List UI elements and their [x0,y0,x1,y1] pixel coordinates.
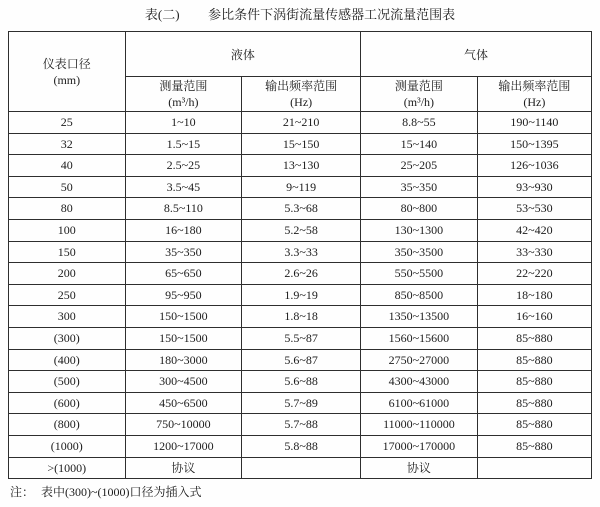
cell-diameter: 200 [9,263,126,285]
cell-liquid-range: 16~180 [125,219,242,241]
cell-gas-frequency: 42~420 [477,219,591,241]
cell-gas-range: 1560~15600 [361,327,478,349]
table-row [9,241,592,263]
cell-liquid-frequency: 3.3~33 [242,241,361,263]
cell-gas-range: 11000~110000 [361,414,478,436]
table-row [9,457,592,479]
cell-gas-range: 35~350 [361,176,478,198]
cell-liquid-range: 750~10000 [125,414,242,436]
cell-liquid-frequency: 9~119 [242,176,361,198]
cell-gas-frequency: 93~930 [477,176,591,198]
cell-gas-range: 350~3500 [361,241,478,263]
cell-gas-frequency: 85~880 [477,435,591,457]
cell-liquid-frequency: 5.8~88 [242,435,361,457]
cell-liquid-range: 180~3000 [125,349,242,371]
cell-diameter: 25 [9,112,126,134]
cell-liquid-range: 150~1500 [125,327,242,349]
cell-liquid-frequency [242,457,361,479]
cell-liquid-range: 95~950 [125,284,242,306]
cell-gas-frequency [477,457,591,479]
cell-diameter: (800) [9,414,126,436]
cell-diameter: 300 [9,306,126,328]
cell-liquid-frequency: 5.5~87 [242,327,361,349]
footnote-label: 注： [10,485,35,500]
cell-gas-frequency: 150~1395 [477,133,591,155]
cell-gas-frequency: 53~530 [477,198,591,220]
cell-gas-range: 15~140 [361,133,478,155]
cell-liquid-range: 150~1500 [125,306,242,328]
header-gas-frequency-label: 输出频率范围 [498,79,571,93]
cell-diameter: (500) [9,371,126,393]
cell-gas-frequency: 85~880 [477,327,591,349]
header-liquid-range [125,77,242,112]
cell-liquid-frequency: 1.9~19 [242,284,361,306]
cell-diameter: (300) [9,327,126,349]
cell-gas-frequency: 18~180 [477,284,591,306]
table-row [9,176,592,198]
cell-diameter: 100 [9,219,126,241]
cell-gas-range: 4300~43000 [361,371,478,393]
cell-gas-range: 2750~27000 [361,349,478,371]
cell-diameter: (1000) [9,435,126,457]
header-meter-diameter-unit: (mm) [53,72,81,87]
cell-liquid-range: 450~6500 [125,392,242,414]
cell-gas-frequency: 16~160 [477,306,591,328]
header-meter-diameter-label: 仪表口径 [42,56,91,71]
cell-diameter: >(1000) [9,457,126,479]
cell-gas-frequency: 85~880 [477,349,591,371]
table-row [9,155,592,177]
table-title [8,4,592,31]
cell-diameter: 150 [9,241,126,263]
cell-gas-range: 17000~170000 [361,435,478,457]
cell-gas-frequency: 190~1140 [477,112,591,134]
cell-gas-range: 550~5500 [361,263,478,285]
cell-liquid-range: 2.5~25 [125,155,242,177]
cell-liquid-frequency: 5.7~88 [242,414,361,436]
cell-diameter: 50 [9,176,126,198]
cell-gas-range: 协议 [361,457,478,479]
table-number: 表(二) [144,7,180,22]
cell-gas-frequency: 126~1036 [477,155,591,177]
cell-gas-frequency: 85~880 [477,414,591,436]
cell-liquid-frequency: 1.8~18 [242,306,361,328]
cell-diameter: 250 [9,284,126,306]
cell-gas-range: 130~1300 [361,219,478,241]
header-gas-range-label: 测量范围 [394,79,443,93]
cell-gas-range: 1350~13500 [361,306,478,328]
cell-liquid-range: 65~650 [125,263,242,285]
cell-liquid-range: 300~4500 [125,371,242,393]
header-gas-frequency-unit: (Hz) [523,95,546,109]
header-liquid-range-label: 测量范围 [159,79,208,93]
cell-liquid-frequency: 13~130 [242,155,361,177]
table-row [9,392,592,414]
header-gas-range-unit: (m³/h) [403,95,435,109]
header-gas-frequency [477,77,591,112]
header-liquid-frequency [242,77,361,112]
header-liquid-frequency-unit: (Hz) [290,95,313,109]
cell-liquid-frequency: 5.6~87 [242,349,361,371]
cell-gas-range: 8.8~55 [361,112,478,134]
table-row [9,371,592,393]
table-row [9,112,592,134]
cell-gas-frequency: 85~880 [477,371,591,393]
cell-liquid-frequency: 15~150 [242,133,361,155]
cell-liquid-frequency: 5.6~88 [242,371,361,393]
cell-liquid-range: 协议 [125,457,242,479]
header-liquid-frequency-label: 输出频率范围 [265,79,338,93]
table-row [9,306,592,328]
cell-liquid-frequency: 21~210 [242,112,361,134]
cell-liquid-range: 8.5~110 [125,198,242,220]
table-row [9,327,592,349]
footnote [8,479,592,500]
cell-diameter: (400) [9,349,126,371]
cell-gas-range: 6100~61000 [361,392,478,414]
cell-liquid-frequency: 2.6~26 [242,263,361,285]
cell-liquid-frequency: 5.2~58 [242,219,361,241]
cell-liquid-frequency: 5.3~68 [242,198,361,220]
cell-liquid-range: 1~10 [125,112,242,134]
cell-diameter: 40 [9,155,126,177]
cell-liquid-range: 1.5~15 [125,133,242,155]
header-gas-range [361,77,478,112]
table-row [9,284,592,306]
table-body [9,112,592,479]
cell-diameter: (600) [9,392,126,414]
header-group-row [9,32,592,77]
table-row [9,133,592,155]
table-row [9,263,592,285]
cell-diameter: 80 [9,198,126,220]
table-row [9,435,592,457]
table-row [9,414,592,436]
table-row [9,198,592,220]
cell-liquid-frequency: 5.7~89 [242,392,361,414]
table-row [9,219,592,241]
cell-gas-frequency: 85~880 [477,392,591,414]
header-group-liquid: 液体 [125,32,361,77]
table-header [9,32,592,112]
cell-diameter: 32 [9,133,126,155]
cell-gas-frequency: 33~330 [477,241,591,263]
header-group-gas: 气体 [361,32,592,77]
cell-liquid-range: 35~350 [125,241,242,263]
flow-range-table [8,31,592,479]
table-row [9,349,592,371]
cell-liquid-range: 1200~17000 [125,435,242,457]
table-title-text: 参比条件下涡街流量传感器工况流量范围表 [208,7,456,22]
cell-gas-range: 25~205 [361,155,478,177]
cell-gas-range: 80~800 [361,198,478,220]
footnote-text: 表中(300)~(1000)口径为插入式 [41,485,202,500]
cell-gas-range: 850~8500 [361,284,478,306]
cell-liquid-range: 3.5~45 [125,176,242,198]
header-liquid-range-unit: (m³/h) [168,95,199,109]
cell-gas-frequency: 22~220 [477,263,591,285]
header-meter-diameter [9,32,126,112]
